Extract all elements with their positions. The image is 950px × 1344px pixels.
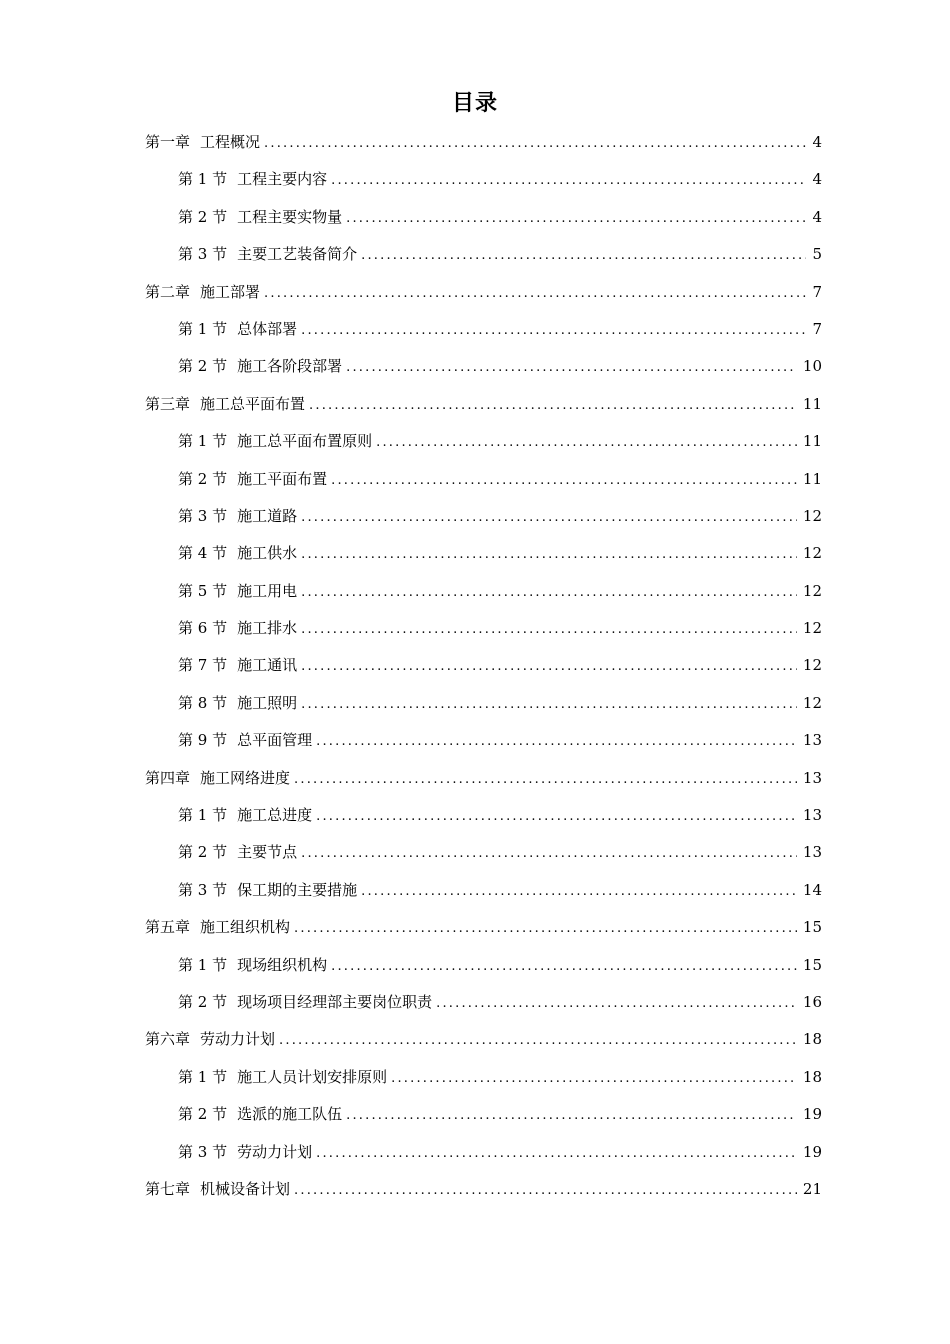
toc-entry-label: 现场项目经理部主要岗位职责 — [237, 992, 433, 1011]
toc-page-number: 18 — [802, 1030, 822, 1049]
toc-entry-label: 劳动力计划 — [200, 1030, 276, 1049]
toc-entry-label: 劳动力计划 — [237, 1142, 313, 1161]
toc-section-entry[interactable] — [145, 685, 822, 722]
toc-page-number: 12 — [802, 581, 822, 600]
toc-entry-label: 施工总平面布置原则 — [237, 432, 373, 451]
toc-page-number: 12 — [802, 656, 822, 675]
toc-entry-title — [178, 947, 327, 984]
toc-entry-label: 工程概况 — [200, 133, 261, 151]
toc-entry-label: 施工供水 — [237, 544, 298, 563]
toc-entry-label: 施工组织机构 — [200, 918, 291, 937]
toc-page-number: 12 — [802, 544, 822, 563]
toc-section-entry[interactable] — [145, 834, 822, 871]
toc-entry-title — [178, 797, 312, 834]
toc-entry-label: 总平面管理 — [237, 731, 313, 750]
toc-page-number: 14 — [802, 880, 822, 899]
toc-page-number: 4 — [812, 207, 822, 226]
toc-leader-dots — [316, 723, 797, 760]
toc-entry-title — [145, 909, 290, 946]
toc-entry-label: 施工人员计划安排原则 — [237, 1067, 388, 1086]
toc-section-entry[interactable] — [145, 797, 822, 834]
toc-page-number: 19 — [802, 1142, 822, 1161]
toc-entry-number: 第 1 节 — [178, 955, 228, 974]
toc-entry-number: 第 2 节 — [178, 1105, 228, 1124]
toc-section-entry[interactable] — [145, 947, 822, 984]
toc-entry-label: 工程主要实物量 — [237, 207, 343, 226]
toc-entry-label: 现场组织机构 — [237, 955, 328, 974]
toc-leader-dots — [301, 648, 797, 685]
toc-leader-dots — [436, 985, 797, 1022]
toc-entry-number: 第 2 节 — [178, 207, 228, 226]
toc-entry-number: 第 5 节 — [178, 581, 228, 600]
toc-page-number: 4 — [812, 170, 822, 189]
toc-page-number: 15 — [802, 918, 822, 937]
toc-entry-number: 第 2 节 — [178, 469, 228, 488]
toc-entry-label: 施工平面布置 — [237, 469, 328, 488]
toc-entry-title — [178, 348, 342, 385]
toc-entry-number: 第 9 节 — [178, 731, 228, 750]
toc-leader-dots — [361, 873, 797, 910]
toc-leader-dots — [309, 387, 797, 424]
toc-entry-number: 第七章 — [145, 1179, 191, 1198]
toc-leader-dots — [279, 1022, 797, 1059]
toc-entry-number: 第 3 节 — [178, 880, 228, 899]
toc-entry-title — [178, 311, 297, 348]
toc-page-number: 13 — [802, 843, 822, 862]
toc-leader-dots — [316, 1135, 797, 1172]
toc-page-number: 12 — [802, 506, 822, 525]
toc-entry-title — [145, 386, 305, 423]
toc-entry-title — [178, 647, 297, 684]
toc-entry-number: 第 1 节 — [178, 1067, 228, 1086]
toc-leader-dots — [301, 611, 797, 648]
toc-leader-dots — [264, 125, 806, 162]
toc-leader-dots — [331, 462, 797, 499]
toc-leader-dots — [301, 835, 797, 872]
toc-entry-label: 总体部署 — [237, 319, 298, 338]
toc-entry-title — [178, 573, 297, 610]
toc-section-entry[interactable] — [145, 573, 822, 610]
toc-entry-number: 第 1 节 — [178, 432, 228, 451]
toc-entry-title — [178, 872, 357, 909]
toc-leader-dots — [331, 162, 806, 199]
toc-section-entry[interactable] — [145, 199, 822, 236]
toc-entry-number: 第 1 节 — [178, 806, 228, 825]
toc-entry-label: 选派的施工队伍 — [237, 1105, 343, 1124]
toc-entry-number: 第 8 节 — [178, 693, 228, 712]
toc-entry-title — [178, 1134, 312, 1171]
toc-leader-dots — [346, 349, 797, 386]
toc-section-entry[interactable] — [145, 984, 822, 1021]
toc-entry-number: 第 2 节 — [178, 992, 228, 1011]
toc-entry-label: 施工通讯 — [237, 656, 298, 675]
toc-page-number: 11 — [802, 432, 822, 451]
toc-entry-title — [145, 760, 290, 797]
toc-entry-title — [178, 199, 342, 236]
toc-section-entry[interactable] — [145, 461, 822, 498]
toc-entry-label: 施工排水 — [237, 619, 298, 638]
toc-entry-label: 机械设备计划 — [200, 1179, 291, 1198]
toc-entry-label: 工程主要内容 — [237, 170, 328, 189]
toc-entry-title — [178, 498, 297, 535]
toc-page-number: 4 — [812, 133, 822, 151]
toc-leader-dots — [294, 761, 797, 798]
toc-page-number: 16 — [802, 992, 822, 1011]
toc-entry-label: 施工总进度 — [237, 806, 313, 825]
toc-page-number: 11 — [802, 469, 822, 488]
toc-page-number: 7 — [812, 282, 822, 301]
toc-entry-label: 施工照明 — [237, 693, 298, 712]
toc-entry-number: 第二章 — [145, 282, 191, 301]
toc-entry-number: 第 1 节 — [178, 319, 228, 338]
toc-section-entry[interactable] — [145, 498, 822, 535]
toc-section-entry[interactable] — [145, 722, 822, 759]
toc-section-entry[interactable] — [145, 236, 822, 273]
toc-page-number: 5 — [812, 245, 822, 264]
toc-entry-label: 施工部署 — [200, 282, 261, 301]
toc-entry-title — [178, 610, 297, 647]
toc-entry-title — [178, 161, 327, 198]
toc-leader-dots — [301, 686, 797, 723]
toc-entry-title — [178, 834, 297, 871]
toc-page-number: 10 — [802, 357, 822, 376]
toc-chapter-entry[interactable] — [145, 1171, 822, 1208]
toc-entry-number: 第 4 节 — [178, 544, 228, 563]
toc-entry-title — [178, 236, 357, 273]
toc-page-number: 12 — [802, 693, 822, 712]
toc-page-number: 21 — [802, 1179, 822, 1198]
toc-leader-dots — [294, 1172, 797, 1209]
toc-entry-number: 第 3 节 — [178, 506, 228, 525]
toc-page-number: 19 — [802, 1105, 822, 1124]
toc-entry-title — [145, 1171, 290, 1208]
toc-leader-dots — [391, 1060, 797, 1097]
toc-entry-title — [178, 1096, 342, 1133]
toc-entry-number: 第 2 节 — [178, 357, 228, 376]
toc-chapter-entry[interactable] — [145, 1021, 822, 1058]
toc-page-number: 11 — [802, 394, 822, 413]
toc-section-entry[interactable] — [145, 1134, 822, 1171]
toc-entry-number: 第一章 — [145, 133, 191, 151]
toc-chapter-entry[interactable] — [145, 909, 822, 946]
toc-entry-label: 保工期的主要措施 — [237, 880, 358, 899]
toc-entry-title — [178, 461, 327, 498]
toc-entry-number: 第 3 节 — [178, 245, 228, 264]
toc-chapter-entry[interactable] — [145, 274, 822, 311]
toc-leader-dots — [346, 1097, 797, 1134]
toc-entry-number: 第五章 — [145, 918, 191, 937]
toc-entry-title — [178, 535, 297, 572]
toc-entry-label: 施工用电 — [237, 581, 298, 600]
toc-page-number: 13 — [802, 806, 822, 825]
toc-leader-dots — [316, 798, 797, 835]
toc-page-number: 13 — [802, 731, 822, 750]
toc-section-entry[interactable] — [145, 535, 822, 572]
toc-section-entry[interactable] — [145, 161, 822, 198]
toc-leader-dots — [301, 536, 797, 573]
toc-page-number: 15 — [802, 955, 822, 974]
toc-section-entry[interactable] — [145, 423, 822, 460]
toc-page-number: 12 — [802, 619, 822, 638]
toc-entry-title — [145, 124, 260, 161]
toc-leader-dots — [361, 237, 806, 274]
toc-page-number: 13 — [802, 768, 822, 787]
toc-leader-dots — [376, 424, 797, 461]
toc-leader-dots — [301, 574, 797, 611]
toc-leader-dots — [301, 312, 806, 349]
toc-section-entry[interactable] — [145, 1096, 822, 1133]
toc-entry-number: 第 1 节 — [178, 170, 228, 189]
toc-entry-title — [178, 685, 297, 722]
toc-entry-label: 施工道路 — [237, 506, 298, 525]
toc-entry-number: 第 6 节 — [178, 619, 228, 638]
toc-entry-label: 施工各阶段部署 — [237, 357, 343, 376]
toc-entry-title — [178, 423, 372, 460]
toc-title: 目录 — [451, 91, 498, 116]
toc-entry-title — [178, 722, 312, 759]
toc-leader-dots — [346, 200, 806, 237]
toc-page-number: 7 — [812, 319, 822, 338]
toc-entry-label: 主要节点 — [237, 843, 298, 862]
toc-entry-number: 第 3 节 — [178, 1142, 228, 1161]
toc-entry-title — [178, 984, 432, 1021]
toc-entry-label: 施工总平面布置 — [200, 394, 306, 413]
toc-entry-number: 第 2 节 — [178, 843, 228, 862]
toc-entry-title — [178, 1059, 387, 1096]
toc-leader-dots — [301, 499, 797, 536]
toc-entry-number: 第三章 — [145, 394, 191, 413]
toc-entry-number: 第六章 — [145, 1030, 191, 1049]
toc-section-entry[interactable] — [145, 1059, 822, 1096]
toc-entry-number: 第四章 — [145, 768, 191, 787]
toc-entry-label: 主要工艺装备简介 — [237, 245, 358, 264]
toc-chapter-entry[interactable] — [145, 124, 822, 161]
toc-section-entry[interactable] — [145, 610, 822, 647]
toc-section-entry[interactable] — [145, 647, 822, 684]
toc-chapter-entry[interactable] — [145, 386, 822, 423]
toc-chapter-entry[interactable] — [145, 760, 822, 797]
toc-entry-title — [145, 1021, 275, 1058]
toc-entry-number: 第 7 节 — [178, 656, 228, 675]
toc-section-entry[interactable] — [145, 348, 822, 385]
toc-section-entry[interactable] — [145, 311, 822, 348]
toc-entry-label: 施工网络进度 — [200, 768, 291, 787]
toc-list — [145, 124, 822, 1208]
toc-section-entry[interactable] — [145, 872, 822, 909]
toc-leader-dots — [294, 910, 797, 947]
toc-page-number: 18 — [802, 1067, 822, 1086]
toc-entry-title — [145, 274, 260, 311]
toc-leader-dots — [264, 275, 806, 312]
toc-leader-dots — [331, 948, 797, 985]
